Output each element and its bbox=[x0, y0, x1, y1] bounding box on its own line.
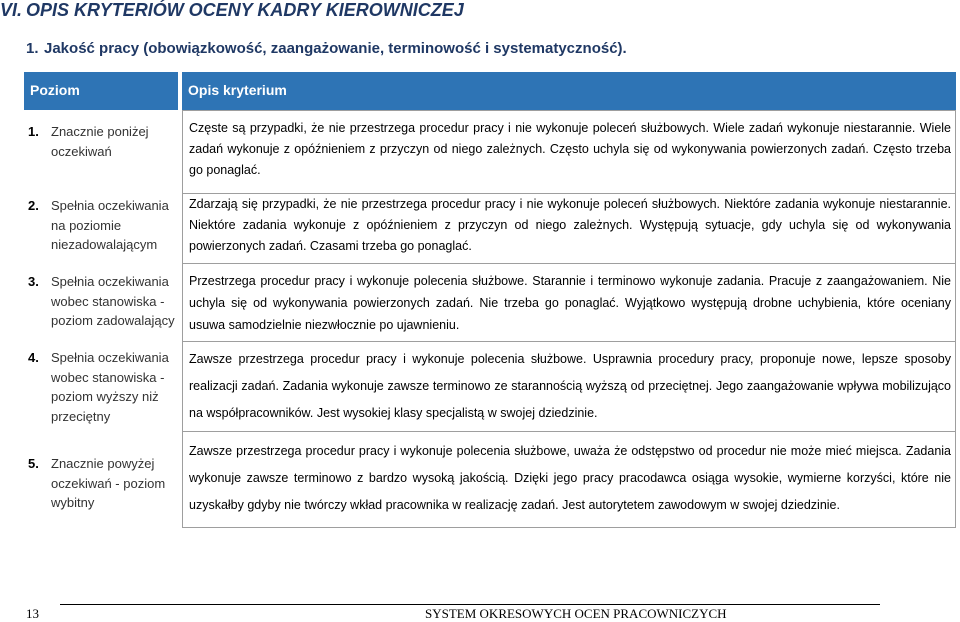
level-number: 1. bbox=[28, 124, 39, 139]
section-heading bbox=[0, 0, 464, 21]
description-cell-1: Częste są przypadki, że nie przestrzega procedur pracy i nie wykonuje poleceń służbowych. Wiele zadań wykonuje niestarannie. Wiele zadań wykonuje z opóźnieniem z przyczyn od niego zależnych. Często uchyla się od wykonywania powierzonych zadań. Często trzeba go ponaglać. bbox=[182, 110, 956, 194]
page-number: 13 bbox=[26, 606, 39, 621]
criteria-table bbox=[24, 72, 956, 530]
description-cell-4: Zawsze przestrzega procedur pracy i wykonuje polecenia służbowe. Usprawnia procedury pracy, proponuje nowe, lepsze sposoby realizacji zadań. Zadania wykonuje zawsze terminowo ze starannością wyższą od przeciętnej. Jego zaangażowanie wpływa mobilizująco na współpracowników. Jest wysokiej klasy specjalistą w swojej dziedzinie. bbox=[182, 342, 956, 432]
level-cell-2 bbox=[24, 196, 178, 255]
level-label: Znacznie powyżej oczekiwań - poziom wybitny bbox=[51, 456, 166, 510]
level-label: Spełnia oczekiwania na poziomie niezadowalającym bbox=[51, 198, 169, 252]
description-cell-3: Przestrzega procedur pracy i wykonuje polecenia służbowe. Starannie i terminowo wykonuje zadania. Pracuje z zaangażowaniem. Nie uchyla się od wykonywania powierzonych zadań. Nie trzeba go ponaglać. Wyjątkowo występują drobne uchybienia, które oceniany usuwa samodzielnie niezwłocznie po ujawnieniu. bbox=[182, 264, 956, 342]
level-cell-5 bbox=[24, 454, 178, 513]
criterion-heading bbox=[26, 40, 627, 57]
section-number: VI. bbox=[0, 0, 23, 20]
footer-title: SYSTEM OKRESOWYCH OCEN PRACOWNICZYCH bbox=[425, 606, 727, 621]
level-cell-4 bbox=[24, 348, 178, 426]
level-cell-1 bbox=[24, 122, 178, 161]
description-cell-2: Zdarzają się przypadki, że nie przestrzega procedur pracy i nie wykonuje poleceń służbowych. Niektóre zadania wykonuje niestarannie. Niektóre zadania wykonuje z opóźnieniem z przyczyn od niego zależnych. Występują sytuacje, gdy uchyla się od wykonywania powierzonych zadań. Czasami trzeba go ponaglać. bbox=[182, 194, 956, 264]
header-level: Poziom bbox=[24, 72, 178, 110]
level-label: Znacznie poniżej oczekiwań bbox=[51, 124, 149, 159]
criterion-title: Jakość pracy (obowiązkowość, zaangażowanie, terminowość i systematyczność). bbox=[44, 40, 627, 57]
level-number: 3. bbox=[28, 274, 39, 289]
level-number: 5. bbox=[28, 456, 39, 471]
section-title: OPIS KRYTERIÓW OCENY KADRY KIEROWNICZEJ bbox=[26, 0, 464, 20]
description-cell-5: Zawsze przestrzega procedur pracy i wykonuje polecenia służbowe, uważa że odstępstwo od procedur nie może mieć miejsca. Zadania wykonuje zawsze terminowo z bardzo wysoką jakością. Dzięki jego pracy pracodawca osiąga wysokie, wymierne korzyści, które nie uzyskałby gdyby nie twórczy wkład pracownika w realizację zadań. Jest autorytetem zawodowym w swojej dziedzinie. bbox=[182, 432, 956, 528]
criterion-number: 1. bbox=[26, 40, 39, 57]
level-cell-3 bbox=[24, 272, 178, 331]
header-description: Opis kryterium bbox=[182, 72, 956, 110]
footer-divider bbox=[60, 604, 880, 605]
level-number: 2. bbox=[28, 198, 39, 213]
level-label: Spełnia oczekiwania wobec stanowiska - poziom zadowalający bbox=[51, 274, 175, 328]
level-number: 4. bbox=[28, 350, 39, 365]
level-label: Spełnia oczekiwania wobec stanowiska - poziom wyższy niż przeciętny bbox=[51, 350, 169, 424]
